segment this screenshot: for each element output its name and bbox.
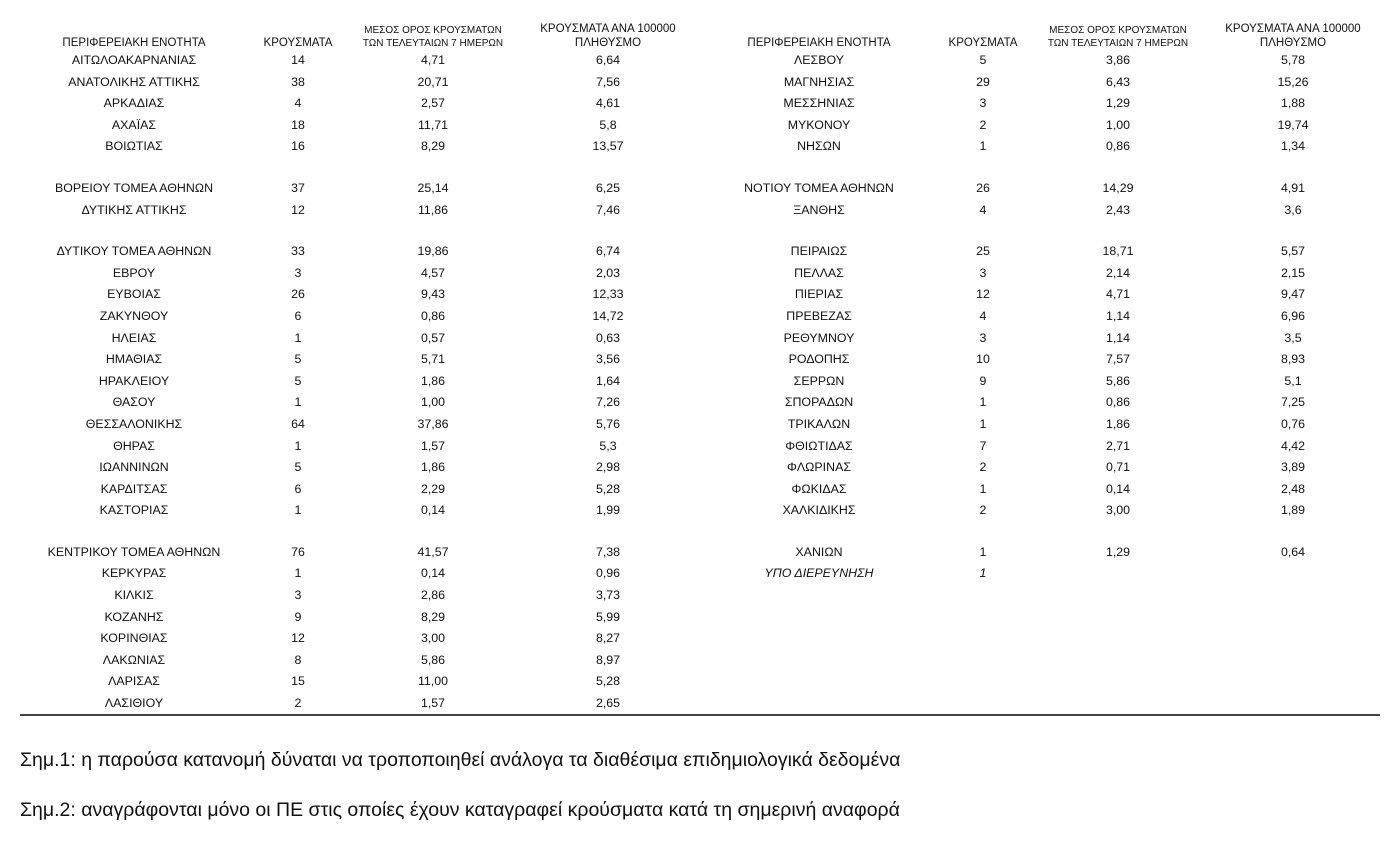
table-row	[20, 72, 690, 94]
cell-per100k: 19,74	[1277, 117, 1309, 132]
cell-cases: 37	[291, 180, 305, 195]
table-row	[705, 241, 1380, 263]
cell-per100k: 5,76	[595, 416, 621, 431]
cell-avg7: 1,00	[1105, 117, 1131, 132]
cell-region: ΒΟΙΩΤΙΑΣ	[105, 139, 163, 154]
header-cases: ΚΡΟΥΣΜΑΤΑ	[948, 37, 1018, 49]
cell-cases: 3	[294, 265, 302, 280]
cell-avg7: 2,14	[1105, 265, 1131, 280]
cell-cases: 14	[291, 53, 305, 67]
cell-region: ΘΑΣΟΥ	[112, 395, 156, 410]
cell-cases: 5	[294, 373, 302, 388]
cell-cases: 1	[979, 416, 987, 431]
cell-per100k: 5,28	[595, 481, 621, 496]
table-row	[20, 306, 690, 328]
note-1: Σημ.1: η παρούσα κατανομή δύναται να τροποποιηθεί ανάλογα τα διαθέσιμα επιδημιολογικά δεδομένα	[20, 749, 901, 771]
cell-avg7: 11,86	[417, 202, 449, 217]
header-avg7: ΜΕΣΟΣ ΟΡΟΣ ΚΡΟΥΣΜΑΤΩΝ ΤΩΝ ΤΕΛΕΥΤΑΙΩΝ 7 ΗΜΕΡΩΝ	[1047, 25, 1189, 49]
cell-region: ΑΡΚΑΔΙΑΣ	[103, 96, 165, 111]
cell-avg7: 9,43	[420, 287, 446, 302]
table-row	[705, 500, 1380, 522]
table-row	[705, 328, 1380, 350]
cell-per100k: 1,34	[1280, 139, 1306, 154]
cell-cases: 8	[294, 652, 302, 667]
cell-cases: 26	[291, 287, 305, 302]
cell-cases: 1	[294, 395, 302, 410]
cell-region: ΔΥΤΙΚΟΥ ΤΟΜΕΑ ΑΘΗΝΩΝ	[56, 244, 212, 259]
cell-avg7: 18,71	[1102, 244, 1134, 259]
table-row	[20, 371, 690, 393]
cell-region: ΚΟΡΙΝΘΙΑΣ	[100, 631, 168, 646]
cell-avg7: 3,86	[1105, 53, 1131, 67]
cell-per100k: 4,42	[1280, 438, 1306, 453]
cell-avg7: 2,71	[1105, 438, 1131, 453]
cell-avg7: 1,29	[1105, 96, 1131, 111]
cell-region: ΚΕΡΚΥΡΑΣ	[101, 566, 167, 581]
cell-region: ΚΑΣΤΟΡΙΑΣ	[99, 503, 169, 518]
cell-region: ΛΑΚΩΝΙΑΣ	[102, 652, 166, 667]
cell-per100k: 3,73	[595, 588, 621, 603]
cell-region: ΑΙΤΩΛΟΑΚΑΡΝΑΝΙΑΣ	[71, 53, 197, 67]
cell-cases: 5	[294, 460, 302, 475]
cell-cases: 2	[294, 696, 302, 711]
cell-avg7: 0,14	[420, 503, 446, 518]
cell-per100k: 7,26	[595, 395, 621, 410]
cell-region: ΜΑΓΝΗΣΙΑΣ	[783, 74, 855, 89]
table-row	[20, 93, 690, 115]
table-row	[20, 671, 690, 693]
cell-per100k: 6,64	[595, 53, 621, 67]
table-row	[705, 50, 1380, 72]
cell-avg7: 1,86	[420, 373, 446, 388]
cell-cases: 18	[291, 117, 305, 132]
table-row	[20, 607, 690, 629]
cell-per100k: 2,03	[595, 265, 621, 280]
cell-cases: 9	[979, 373, 987, 388]
header-avg7: ΜΕΣΟΣ ΟΡΟΣ ΚΡΟΥΣΜΑΤΩΝ ΤΩΝ ΤΕΛΕΥΤΑΙΩΝ 7 ΗΜΕΡΩΝ	[362, 25, 504, 49]
table-row	[20, 349, 690, 371]
cell-per100k: 5,1	[1284, 373, 1302, 388]
table-row	[20, 628, 690, 650]
cell-per100k: 0,64	[1280, 544, 1306, 559]
cell-cases: 7	[979, 438, 987, 453]
cell-avg7: 2,86	[420, 588, 446, 603]
cell-avg7: 11,00	[417, 674, 449, 689]
header-per100k: ΚΡΟΥΣΜΑΤΑ ΑΝΑ 100000 ΠΛΗΘΥΣΜΟ	[540, 23, 676, 49]
cell-cases: 4	[979, 202, 987, 217]
cell-region: ΣΠΟΡΑΔΩΝ	[784, 395, 854, 410]
cell-per100k: 2,15	[1280, 265, 1306, 280]
cell-avg7: 25,14	[417, 180, 449, 195]
cell-cases: 12	[976, 287, 990, 302]
row-spacer	[20, 158, 690, 178]
table-row	[705, 392, 1380, 414]
cell-per100k: 14,72	[592, 308, 624, 323]
table-row	[20, 563, 690, 585]
cell-avg7: 1,29	[1105, 544, 1131, 559]
cell-per100k: 8,27	[595, 631, 621, 646]
cell-avg7: 37,86	[417, 416, 449, 431]
cell-avg7: 1,14	[1105, 308, 1131, 323]
table-row	[705, 93, 1380, 115]
header-region: ΠΕΡΙΦΕΡΕΙΑΚΗ ΕΝΟΤΗΤΑ	[747, 37, 891, 49]
cell-cases: 33	[291, 244, 305, 259]
cell-per100k: 3,5	[1284, 330, 1302, 345]
cell-region: ΦΩΚΙΔΑΣ	[791, 481, 847, 496]
cell-cases: 2	[979, 503, 987, 518]
cell-avg7: 0,71	[1105, 460, 1131, 475]
cell-avg7: 1,86	[1105, 416, 1131, 431]
cell-cases: 2	[979, 460, 987, 475]
table-row	[705, 178, 1380, 200]
cell-per100k: 5,78	[1280, 53, 1306, 67]
row-spacer	[705, 221, 1380, 241]
right-rows	[705, 50, 1380, 585]
cell-per100k: 12,33	[592, 287, 624, 302]
cell-region: ΛΑΡΙΣΑΣ	[108, 674, 160, 689]
cell-avg7: 1,00	[420, 395, 446, 410]
table-row	[20, 479, 690, 501]
cell-region: ΚΟΖΑΝΗΣ	[104, 609, 164, 624]
cell-per100k: 2,65	[595, 696, 621, 711]
cell-region: ΠΡΕΒΕΖΑΣ	[786, 308, 852, 323]
cell-per100k: 8,93	[1280, 352, 1306, 367]
cell-region: ΛΕΣΒΟΥ	[794, 53, 844, 67]
table-bottom-rule	[20, 714, 1380, 716]
table-row	[20, 263, 690, 285]
cell-cases: 3	[294, 588, 302, 603]
table-row	[20, 693, 690, 715]
table-row	[20, 392, 690, 414]
cell-avg7: 0,57	[420, 330, 446, 345]
table-row	[20, 50, 690, 72]
cell-avg7: 0,86	[420, 308, 446, 323]
cell-per100k: 1,64	[595, 373, 621, 388]
cell-region: ΘΕΣΣΑΛΟΝΙΚΗΣ	[85, 416, 183, 431]
cell-cases: 25	[976, 244, 990, 259]
left-rows	[20, 50, 690, 715]
notes	[20, 745, 900, 845]
table-row	[705, 563, 1380, 585]
cell-region: ΝΟΤΙΟΥ ΤΟΜΕΑ ΑΘΗΝΩΝ	[744, 180, 894, 195]
cell-cases: 12	[291, 202, 305, 217]
row-spacer	[705, 158, 1380, 178]
table-row	[705, 542, 1380, 564]
cell-cases: 6	[294, 308, 302, 323]
cell-avg7: 0,14	[1105, 481, 1131, 496]
table-row	[705, 414, 1380, 436]
cell-region: ΚΙΛΚΙΣ	[114, 588, 154, 603]
table-row	[20, 457, 690, 479]
cell-per100k: 8,97	[595, 652, 621, 667]
table-row	[705, 115, 1380, 137]
table-row	[20, 115, 690, 137]
table-row	[705, 457, 1380, 479]
cell-avg7: 2,29	[420, 481, 446, 496]
table-row	[20, 328, 690, 350]
table-row	[705, 479, 1380, 501]
cell-region: ΘΗΡΑΣ	[113, 438, 155, 453]
cell-region: ΗΜΑΘΙΑΣ	[105, 352, 163, 367]
cell-per100k: 2,98	[595, 460, 621, 475]
cell-avg7: 14,29	[1102, 180, 1134, 195]
cell-cases: 4	[294, 96, 302, 111]
cell-avg7: 2,43	[1105, 202, 1131, 217]
cell-avg7: 1,86	[420, 460, 446, 475]
cell-avg7: 8,29	[420, 139, 446, 154]
cell-per100k: 0,76	[1280, 416, 1306, 431]
table-row	[20, 136, 690, 158]
cell-per100k: 5,3	[599, 438, 617, 453]
cell-region: ΚΕΝΤΡΙΚΟΥ ΤΟΜΕΑ ΑΘΗΝΩΝ	[47, 544, 221, 559]
header-region: ΠΕΡΙΦΕΡΕΙΑΚΗ ΕΝΟΤΗΤΑ	[62, 37, 206, 49]
cell-region: ΥΠΟ ΔΙΕΡΕΥΝΗΣΗ	[764, 566, 874, 581]
cell-region: ΑΝΑΤΟΛΙΚΗΣ ΑΤΤΙΚΗΣ	[68, 74, 200, 89]
cell-cases: 1	[979, 395, 987, 410]
cell-avg7: 7,57	[1105, 352, 1131, 367]
table-header	[20, 14, 690, 50]
cell-per100k: 7,56	[595, 74, 621, 89]
cell-avg7: 4,57	[420, 265, 446, 280]
cell-per100k: 6,74	[595, 244, 621, 259]
cell-per100k: 1,88	[1280, 96, 1306, 111]
cell-cases: 3	[979, 96, 987, 111]
cell-cases: 29	[976, 74, 990, 89]
cell-region: ΧΑΛΚΙΔΙΚΗΣ	[782, 503, 856, 518]
cell-per100k: 7,46	[595, 202, 621, 217]
cell-cases: 1	[979, 481, 987, 496]
cell-cases: 15	[291, 674, 305, 689]
cell-cases: 9	[294, 609, 302, 624]
cell-per100k: 3,56	[595, 352, 621, 367]
cell-cases: 1	[979, 139, 987, 154]
cell-region: ΤΡΙΚΑΛΩΝ	[787, 416, 851, 431]
table-row	[705, 306, 1380, 328]
cell-per100k: 1,89	[1280, 503, 1306, 518]
cell-cases: 38	[291, 74, 305, 89]
note-2: Σημ.2: αναγράφονται μόνο οι ΠΕ στις οποίες έχουν καταγραφεί κρούσματα κατά τη σημερινή αναφορά	[20, 799, 900, 821]
cell-per100k: 13,57	[592, 139, 624, 154]
cell-cases: 1	[294, 503, 302, 518]
cell-avg7: 1,57	[420, 696, 446, 711]
cell-cases: 3	[979, 330, 987, 345]
table-row	[20, 500, 690, 522]
cell-cases: 1	[294, 566, 302, 581]
cell-per100k: 2,48	[1280, 481, 1306, 496]
cell-avg7: 5,71	[420, 352, 446, 367]
cell-region: ΗΡΑΚΛΕΙΟΥ	[98, 373, 170, 388]
cell-region: ΒΟΡΕΙΟΥ ΤΟΜΕΑ ΑΘΗΝΩΝ	[54, 180, 214, 195]
cell-avg7: 8,29	[420, 609, 446, 624]
cell-region: ΜΕΣΣΗΝΙΑΣ	[783, 96, 855, 111]
cell-per100k: 3,6	[1284, 202, 1302, 217]
table-row	[705, 436, 1380, 458]
cell-region: ΠΕΛΛΑΣ	[794, 265, 844, 280]
cell-avg7: 0,86	[1105, 139, 1131, 154]
cell-avg7: 19,86	[417, 244, 449, 259]
table-row	[705, 136, 1380, 158]
table-row	[20, 650, 690, 672]
cell-region: ΗΛΕΙΑΣ	[111, 330, 157, 345]
cell-per100k: 7,38	[595, 544, 621, 559]
header-cases: ΚΡΟΥΣΜΑΤΑ	[263, 37, 333, 49]
header-per100k: ΚΡΟΥΣΜΑΤΑ ΑΝΑ 100000 ΠΛΗΘΥΣΜΟ	[1225, 23, 1361, 49]
cell-region: ΡΕΘΥΜΝΟΥ	[783, 330, 855, 345]
cell-avg7: 11,71	[417, 117, 449, 132]
cell-cases: 3	[979, 265, 987, 280]
cell-avg7: 5,86	[1105, 373, 1131, 388]
cell-per100k: 6,96	[1280, 308, 1306, 323]
cell-avg7: 0,86	[1105, 395, 1131, 410]
cell-per100k: 7,25	[1280, 395, 1306, 410]
cell-cases: 5	[294, 352, 302, 367]
table-row	[20, 436, 690, 458]
cell-per100k: 5,8	[599, 117, 617, 132]
cell-per100k: 1,99	[595, 503, 621, 518]
table-row	[705, 371, 1380, 393]
cell-avg7: 41,57	[417, 544, 449, 559]
cell-region: ΠΕΙΡΑΙΩΣ	[790, 244, 848, 259]
table-row	[20, 241, 690, 263]
cell-per100k: 4,91	[1280, 180, 1306, 195]
table-row	[20, 414, 690, 436]
left-table	[20, 14, 690, 715]
cell-cases: 4	[979, 308, 987, 323]
table-row	[705, 72, 1380, 94]
row-spacer	[20, 522, 690, 542]
cell-per100k: 15,26	[1277, 74, 1309, 89]
cell-region: ΖΑΚΥΝΘΟΥ	[99, 308, 169, 323]
table-row	[20, 542, 690, 564]
cell-region: ΦΘΙΩΤΙΔΑΣ	[785, 438, 853, 453]
table-row	[705, 263, 1380, 285]
cell-region: ΦΛΩΡΙΝΑΣ	[786, 460, 851, 475]
cell-cases: 1	[979, 566, 987, 581]
cell-region: ΚΑΡΔΙΤΣΑΣ	[100, 481, 168, 496]
cell-region: ΞΑΝΘΗΣ	[793, 202, 845, 217]
cell-per100k: 5,28	[595, 674, 621, 689]
table-row	[705, 200, 1380, 222]
cell-cases: 1	[294, 438, 302, 453]
cell-per100k: 4,61	[595, 96, 621, 111]
cell-region: ΕΥΒΟΙΑΣ	[107, 287, 161, 302]
cell-per100k: 9,47	[1280, 287, 1306, 302]
cell-per100k: 0,96	[595, 566, 621, 581]
cell-region: ΜΥΚΟΝΟΥ	[787, 117, 851, 132]
cell-region: ΧΑΝΙΩΝ	[795, 544, 843, 559]
cell-cases: 6	[294, 481, 302, 496]
cell-region: ΛΑΣΙΘΙΟΥ	[104, 696, 164, 711]
cell-cases: 10	[976, 352, 990, 367]
cell-avg7: 4,71	[1105, 287, 1131, 302]
table-header	[705, 14, 1380, 50]
table-row	[20, 284, 690, 306]
cell-region: ΑΧΑΪΑΣ	[111, 117, 157, 132]
cell-avg7: 20,71	[417, 74, 449, 89]
cell-avg7: 5,86	[420, 652, 446, 667]
cell-avg7: 4,71	[420, 53, 446, 67]
cell-region: ΠΙΕΡΙΑΣ	[794, 287, 844, 302]
cell-avg7: 3,00	[1105, 503, 1131, 518]
cell-avg7: 1,57	[420, 438, 446, 453]
cell-cases: 16	[291, 139, 305, 154]
cell-cases: 2	[979, 117, 987, 132]
row-spacer	[20, 221, 690, 241]
cell-avg7: 0,14	[420, 566, 446, 581]
cell-avg7: 1,14	[1105, 330, 1131, 345]
cell-per100k: 3,89	[1280, 460, 1306, 475]
table-row	[20, 178, 690, 200]
cell-cases: 5	[979, 53, 987, 67]
cell-cases: 26	[976, 180, 990, 195]
cell-region: ΙΩΑΝΝΙΝΩΝ	[99, 460, 169, 475]
cell-avg7: 2,57	[420, 96, 446, 111]
cell-region: ΝΗΣΩΝ	[797, 139, 841, 154]
cell-avg7: 3,00	[420, 631, 446, 646]
cell-cases: 12	[291, 631, 305, 646]
cell-region: ΡΟΔΟΠΗΣ	[788, 352, 850, 367]
cell-avg7: 6,43	[1105, 74, 1131, 89]
cell-per100k: 0,63	[595, 330, 621, 345]
table-row	[705, 349, 1380, 371]
table-row	[20, 585, 690, 607]
cell-cases: 76	[291, 544, 305, 559]
cell-cases: 1	[979, 544, 987, 559]
cell-per100k: 6,25	[595, 180, 621, 195]
row-spacer	[705, 522, 1380, 542]
table-row	[705, 284, 1380, 306]
cell-region: ΔΥΤΙΚΗΣ ΑΤΤΙΚΗΣ	[81, 202, 187, 217]
table-row	[20, 200, 690, 222]
cell-region: ΕΒΡΟΥ	[112, 265, 156, 280]
cell-cases: 64	[291, 416, 305, 431]
cell-cases: 1	[294, 330, 302, 345]
cell-per100k: 5,99	[595, 609, 621, 624]
cell-per100k: 5,57	[1280, 244, 1306, 259]
right-table	[705, 14, 1380, 585]
cell-region: ΣΕΡΡΩΝ	[793, 373, 845, 388]
